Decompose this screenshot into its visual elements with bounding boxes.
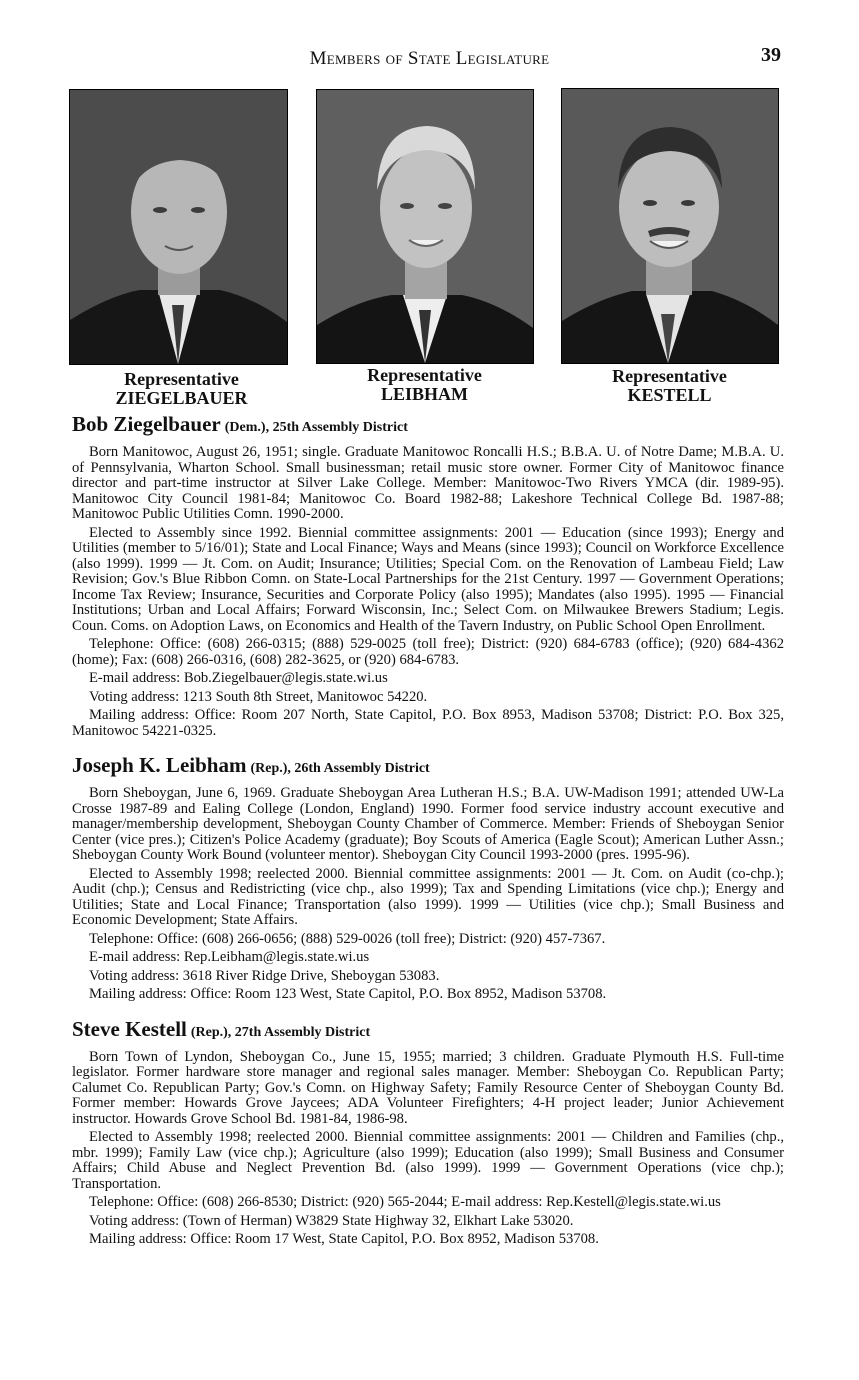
member-name: Joseph K. Leibham (72, 753, 247, 777)
entry-kestell (72, 1017, 784, 1248)
mailing-address: Mailing address: Office: Room 123 West, State Capitol, P.O. Box 8952, Madison 53708. (89, 986, 607, 1002)
biography: Born Town of Lyndon, Sheboygan Co., June 15, 1955; married; 3 children. Graduate Plymouth H.S. Full-time legislator. Former hardware store manager and regional sales manager. Member: Sheboygan Co. Republican Party; Calumet Co. Republican Party; Gov.'s Comn. on Highway Safety; Family Resource Center of Sheboygan County Bd. Former member: Howards Grove Jaycees; ADA Volunteer Firefighters; 4-H project leader; Junior Achievement instructor. Howards Grove School Bd. 1981-84, 1986-98. (72, 1048, 784, 1127)
member-district: (Rep.), 27th Assembly District (190, 1024, 371, 1040)
member-name: Bob Ziegelbauer (72, 412, 221, 436)
mailing-address: Mailing address: Office: Room 207 North, State Capitol, P.O. Box 8953, Madison 53708; District: P.O. Box 325, Manitowoc 54221-0325. (72, 707, 784, 739)
caption-leibham (312, 366, 537, 404)
photo-leibham (316, 89, 534, 364)
biographies (72, 412, 784, 1262)
entry-heading (72, 1017, 784, 1045)
mailing-address: Mailing address: Office: Room 17 West, State Capitol, P.O. Box 8952, Madison 53708. (89, 1231, 599, 1247)
voting-address: Voting address: (Town of Herman) W3829 State Highway 32, Elkhart Lake 53020. (89, 1212, 574, 1229)
member-name: Steve Kestell (72, 1016, 187, 1041)
biography: Born Sheboygan, June 6, 1969. Graduate Sheboygan Area Lutheran H.S.; B.A. UW-Madison 1991; attended UW-La Crosse 1987-89 and Ealing College (London, England) 1990. Former food service industry account executive and manager/membership development, Sheboygan County Chamber of Commerce. Member: Friends of Sheboygan Senior Center (vice pres.); Citizen's Police Academy (graduate); Boy Scouts of America (Eagle Scout); American Luther Assn.; Sheboygan County Work Bound (volunteer mentor). Sheboygan City Council 1993-2000 (pres. 1995-96). (72, 785, 784, 863)
caption-label: Representative (612, 366, 727, 386)
caption-name: ZIEGELBAUER (115, 388, 248, 408)
caption-label: Representative (367, 365, 482, 385)
entry-heading (72, 412, 784, 440)
email-address: E-mail address: Bob.Ziegelbauer@legis.state.wi.us (89, 670, 388, 686)
member-district: (Dem.), 25th Assembly District (224, 420, 408, 435)
entry-heading (72, 753, 784, 781)
caption-kestell (557, 367, 782, 405)
caption-name: KESTELL (627, 385, 712, 405)
telephone: Telephone: Office: (608) 266-0656; (888) 529-0026 (toll free); District: (920) 457-7367. (89, 930, 606, 947)
running-header: Members of State Legislature (309, 48, 550, 69)
biography: Born Manitowoc, August 26, 1951; single. Graduate Manitowoc Roncalli H.S.; B.B.A. U. of Notre Dame; M.B.A. U. of Pennsylvania, Wharton School. Small businessman; retail music store owner. Former City of Manitowoc finance director and part-time instructor at Silver Lake College. Member: Manitowoc-Two Rivers YMCA (dir. 1989-95). Manitowoc City Council 1981-84; Manitowoc Co. Board 1982-88; Lakeshore Technical College Bd. 1987-88; Manitowoc Public Utilities Comn. 1990-2000. (72, 444, 784, 522)
member-district: (Rep.), 26th Assembly District (250, 761, 430, 776)
committee-assignments: Elected to Assembly since 1992. Biennial committee assignments: 2001 — Education (since 1993); Energy and Utilities (member to 5/16/01); State and Local Finance; Ways and Means (since 1993); Council on Workforce Excellence (also 1999). 1999 — Jt. Com. on Audit; Insurance; Utilities; Special Com. on the Renovation of Lambeau Field; Law Revision; Gov.'s Blue Ribbon Comn. on State-Local Partnerships for the 21st Century. 1997 — Government Operations; Income Tax Review; Insurance, Securities and Corporate Policy (also 1995); Mandates (also 1995). 1995 — Financial Institutions; Urban and Local Affairs; Forward Wisconsin, Inc.; Select Com. on Milwaukee Brewers Stadium; Legis. Coun. Coms. on Adoption Laws, on Economics and Health of the Tavern Industry, on Public School Open Enrollment. (72, 524, 784, 634)
telephone: Telephone: Office: (608) 266-0315; (888) 529-0025 (toll free); District: (920) 684-6783 (office); (920) 684-4362 (home); Fax: (608) 266-0316, (608) 282-3625, or (920) 684-6783. (72, 636, 784, 668)
voting-address: Voting address: 1213 South 8th Street, Manitowoc 54220. (89, 688, 428, 705)
email-address: E-mail address: Rep.Leibham@legis.state.wi.us (89, 949, 370, 965)
committee-assignments: Elected to Assembly 1998; reelected 2000. Biennial committee assignments: 2001 — Children and Families (chp., mbr. 1999); Family Law (vice chp.); Agriculture (also 1999); Education (also 1999); Small Business and Consumer Affairs; Child Abuse and Neglect Prevention Bd. (also 1999). 1999 — Government Operations (vice chp.); Transportation. (72, 1129, 784, 1192)
committee-assignments: Elected to Assembly 1998; reelected 2000. Biennial committee assignments: 2001 — Jt. Com. on Audit (co-chp.); Audit (chp.); Census and Redistricting (vice chp., also 1999); Tax and Spending Limitations (vice chp.); Energy and Utilities; State and Local Finance; Transportation (also 1999). 1999 — Utilities (vice chp.); Small Business and Economic Development; State Affairs. (72, 865, 784, 928)
caption-label: Representative (124, 369, 239, 389)
page-number: 39 (761, 44, 781, 66)
voting-address: Voting address: 3618 River Ridge Drive, Sheboygan 53083. (89, 967, 440, 984)
caption-ziegelbauer (69, 370, 294, 408)
entry-leibham (72, 753, 784, 1003)
telephone: Telephone: Office: (608) 266-8530; District: (920) 565-2044; E-mail address: Rep.Kestell@legis.state.wi.us (89, 1194, 721, 1210)
entry-ziegelbauer (72, 412, 784, 739)
photo-ziegelbauer (69, 89, 288, 365)
caption-name: LEIBHAM (380, 384, 468, 404)
photo-kestell (561, 88, 779, 364)
